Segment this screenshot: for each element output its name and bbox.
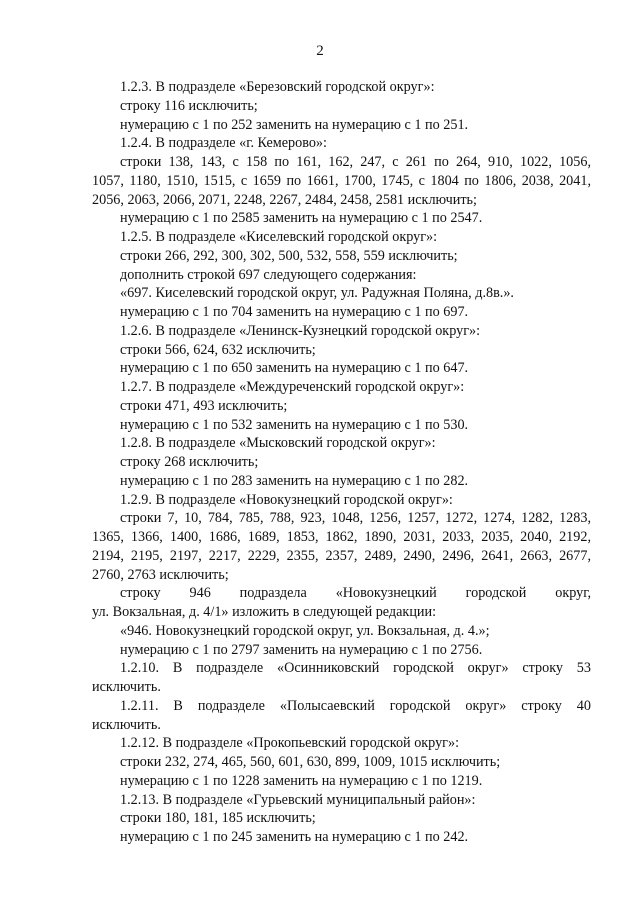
text-line: нумерацию с 1 по 2585 заменить на нумерацию с 1 по 2547. xyxy=(120,210,483,227)
section-heading-1-2-6: 1.2.6. В подразделе «Ленинск-Кузнецкий городской округ»: xyxy=(120,322,481,339)
section-heading-1-2-7: 1.2.7. В подразделе «Междуреченский городской округ»: xyxy=(120,379,465,395)
text-line: «946. Новокузнецкий городской округ, ул. Вокзальная, д. 4.»; xyxy=(120,622,490,639)
text-line: исключить. xyxy=(92,716,161,733)
page-number: 2 xyxy=(316,43,324,59)
text-line: строки 471, 493 исключить; xyxy=(120,397,288,414)
text-line: 2760, 2763 исключить; xyxy=(92,566,229,583)
text-line: строку 268 исключить; xyxy=(120,454,259,470)
text-line: строки 7, 10, 784, 785, 788, 923, 1048, 1256, 1257, 1272, 1274, 1282, 1283, xyxy=(120,510,591,527)
text-line: ул. Вокзальная, д. 4/1» изложить в следующей редакции: xyxy=(92,604,437,620)
document-body xyxy=(92,78,591,847)
text-line: строки 566, 624, 632 исключить; xyxy=(120,341,316,358)
text-line: дополнить строкой 697 следующего содержания: xyxy=(120,266,417,283)
text-line: 1057, 1180, 1510, 1515, с 1659 по 1661, 1700, 1745, с 1804 по 1806, 2038, 2041, xyxy=(92,172,591,189)
text-line: 2194, 2195, 2197, 2217, 2229, 2355, 2357, 2489, 2490, 2496, 2641, 2663, 2677, xyxy=(92,547,591,564)
text-line: строки 180, 181, 185 исключить; xyxy=(120,810,316,827)
section-heading-1-2-5: 1.2.5. В подразделе «Киселевский городской округ»: xyxy=(120,229,438,245)
text-line: 1365, 1366, 1400, 1686, 1689, 1853, 1862, 1890, 2031, 2033, 2035, 2040, 2192, xyxy=(92,529,591,545)
text-line: нумерацию с 1 по 1228 заменить на нумерацию с 1 по 1219. xyxy=(120,772,483,789)
text-line: 2056, 2063, 2066, 2071, 2248, 2267, 2484, 2458, 2581 исключить; xyxy=(92,191,477,208)
text-line: строки 232, 274, 465, 560, 601, 630, 899, 1009, 1015 исключить; xyxy=(120,754,501,770)
text-line: «697. Киселевский городской округ, ул. Радужная Поляна, д.8в.». xyxy=(120,285,514,302)
text-line: строки 266, 292, 300, 302, 500, 532, 558, 559 исключить; xyxy=(120,247,458,264)
text-line: нумерацию с 1 по 283 заменить на нумерацию с 1 по 282. xyxy=(120,472,469,489)
text-line: нумерацию с 1 по 704 заменить на нумерацию с 1 по 697. xyxy=(120,304,469,320)
text-line: строку 946 подраздела «Новокузнецкий городской округ, xyxy=(120,585,591,602)
text-line: нумерацию с 1 по 532 заменить на нумерацию с 1 по 530. xyxy=(120,416,469,433)
text-line: нумерацию с 1 по 245 заменить на нумерацию с 1 по 242. xyxy=(120,829,469,845)
text-line: нумерацию с 1 по 650 заменить на нумерацию с 1 по 647. xyxy=(120,360,469,377)
section-heading-1-2-8: 1.2.8. В подразделе «Мысковский городской округ»: xyxy=(120,435,436,452)
section-heading-1-2-4: 1.2.4. В подразделе «г. Кемерово»: xyxy=(120,135,327,152)
section-heading-1-2-12: 1.2.12. В подразделе «Прокопьевский городской округ»: xyxy=(120,735,460,752)
text-line: строку 116 исключить; xyxy=(120,97,258,114)
section-heading-1-2-10: 1.2.10. В подразделе «Осинниковский городской округ» строку 53 xyxy=(120,660,591,677)
text-line: строки 138, 143, с 158 по 161, 162, 247, с 261 по 264, 910, 1022, 1056, xyxy=(120,154,591,170)
text-line: нумерацию с 1 по 2797 заменить на нумерацию с 1 по 2756. xyxy=(120,641,483,658)
section-heading-1-2-13: 1.2.13. В подразделе «Гурьевский муниципальный район»: xyxy=(120,791,476,808)
section-heading-1-2-3: 1.2.3. В подразделе «Березовский городской округ»: xyxy=(120,79,435,95)
text-line: исключить. xyxy=(92,679,161,695)
text-line: нумерацию с 1 по 252 заменить на нумерацию с 1 по 251. xyxy=(120,116,469,133)
section-heading-1-2-9: 1.2.9. В подразделе «Новокузнецкий городской округ»: xyxy=(120,491,453,508)
section-heading-1-2-11: 1.2.11. В подразделе «Полысаевский городской округ» строку 40 xyxy=(120,697,591,714)
